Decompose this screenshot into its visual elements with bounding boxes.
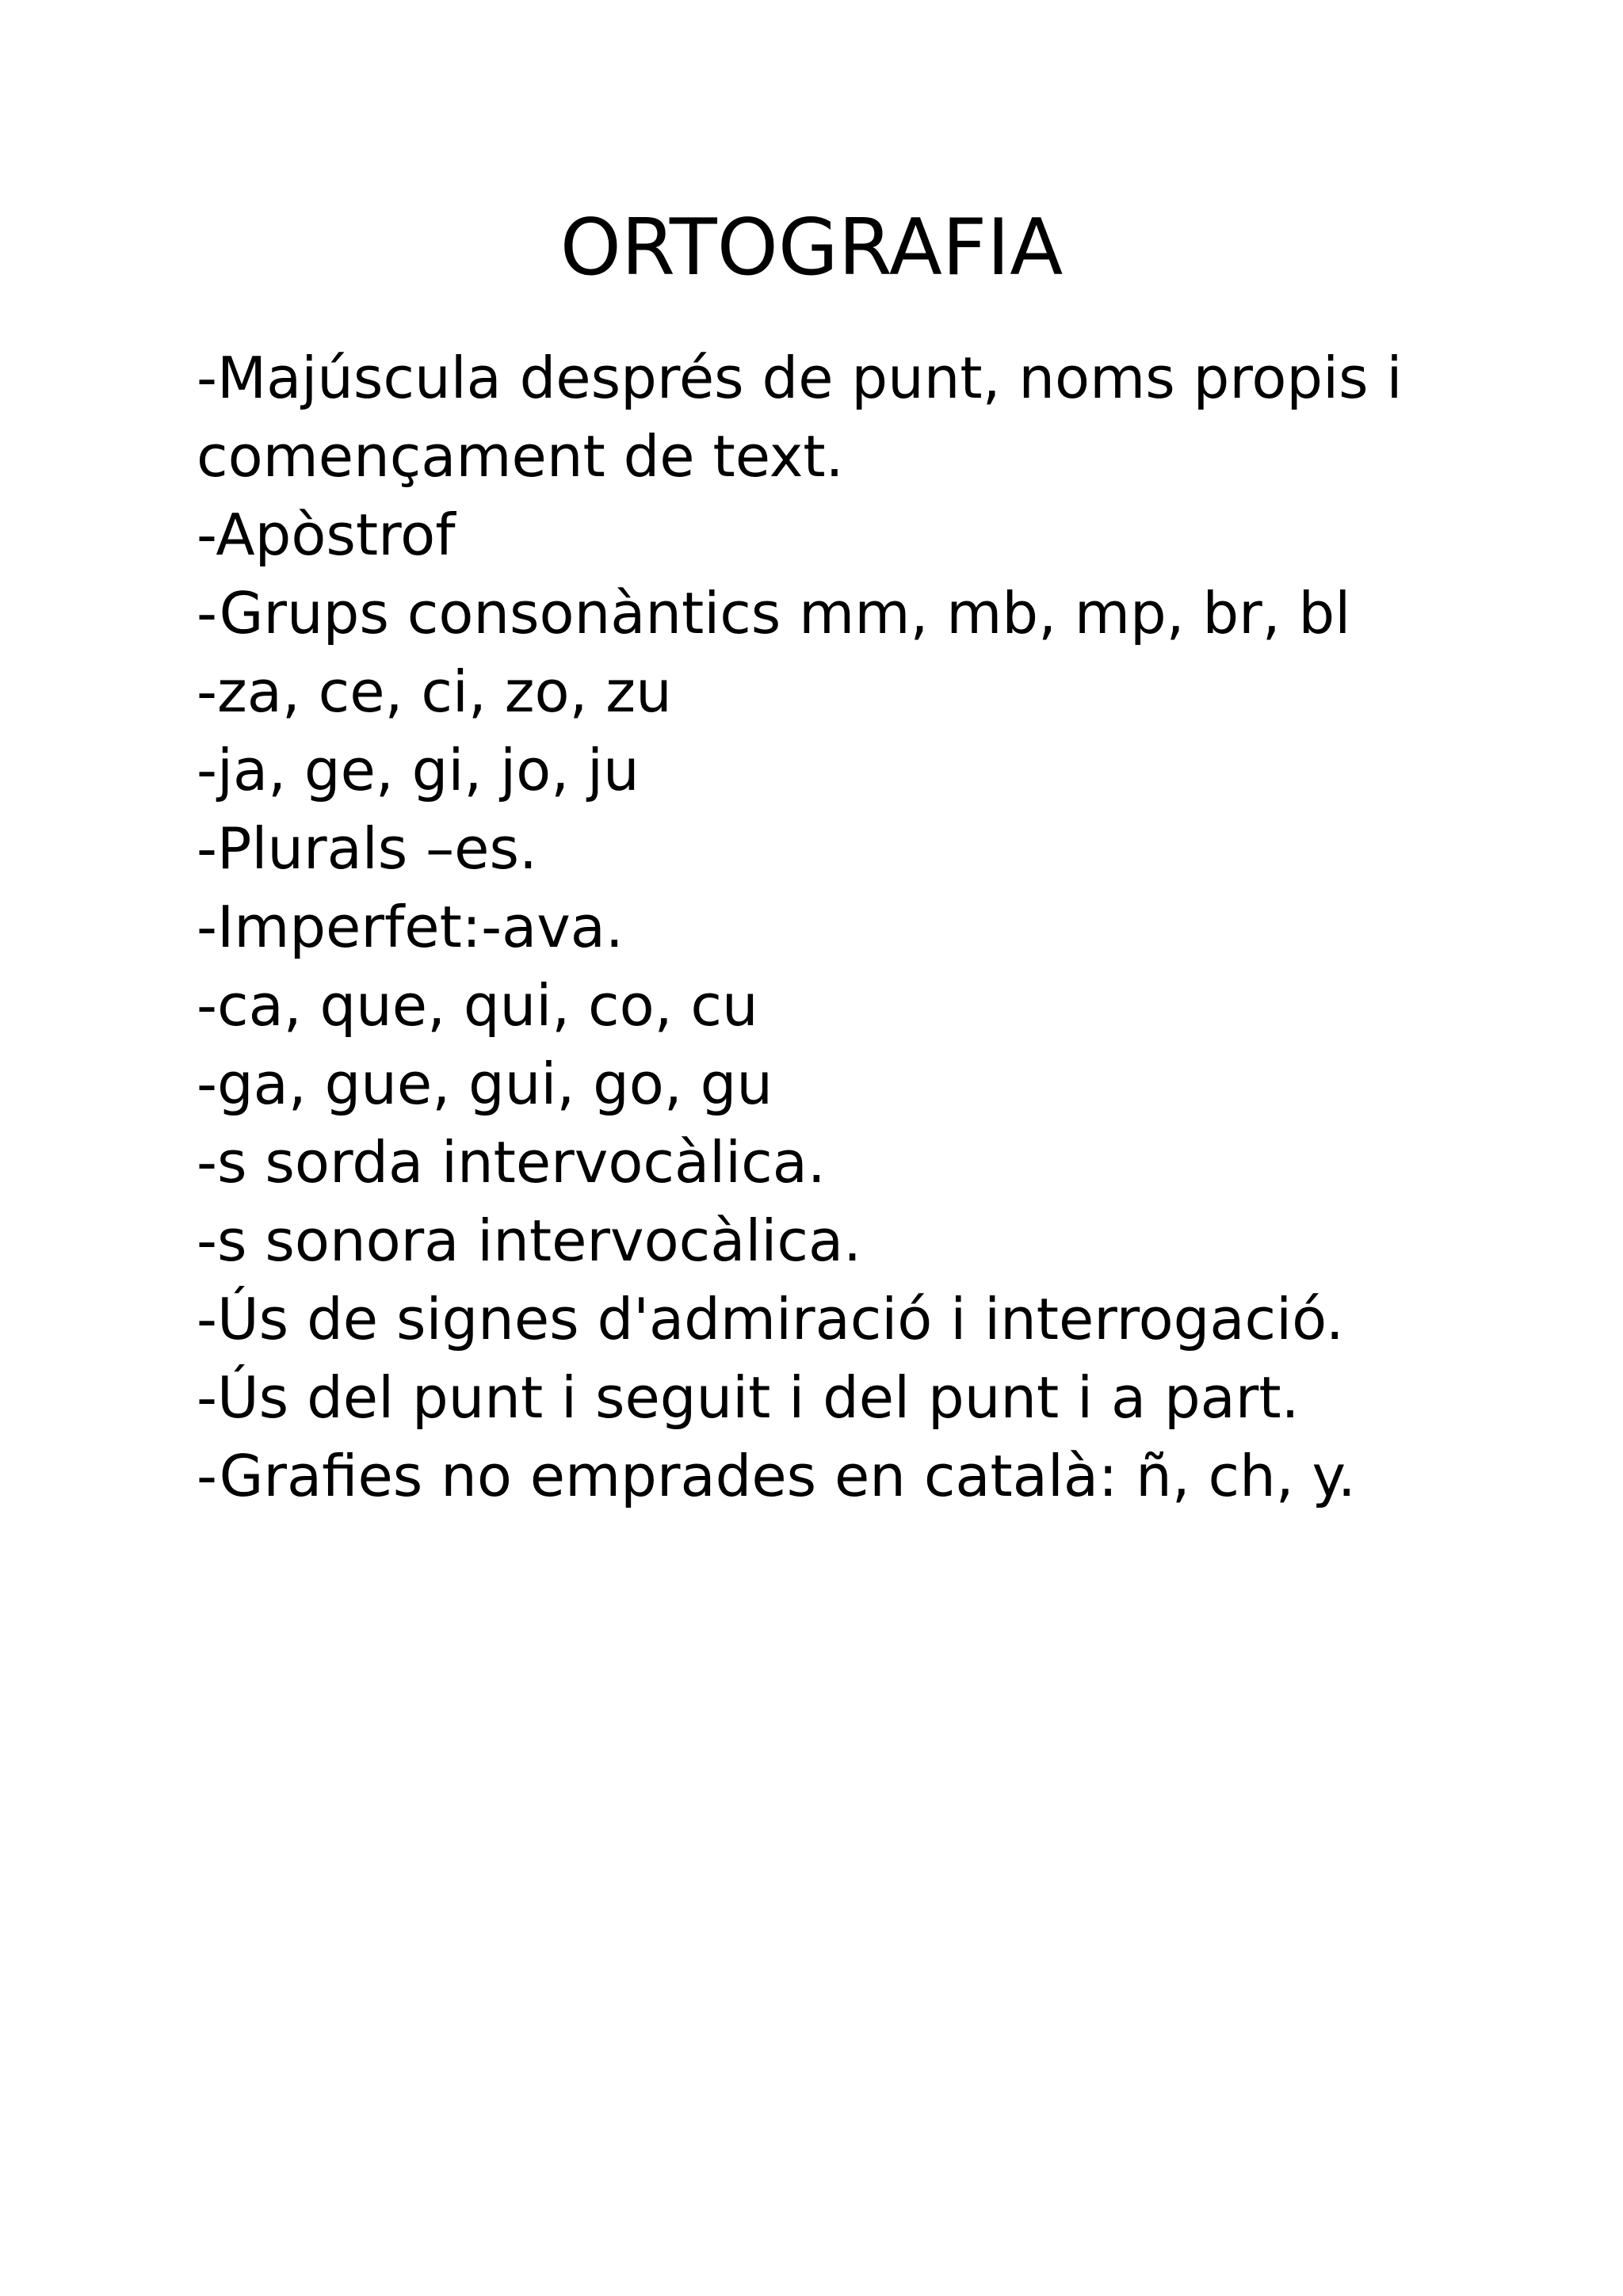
list-item: -Grups consonàntics mm, mb, mp, br, bl	[197, 580, 1351, 646]
spelling-rules-list	[197, 339, 1544, 1516]
list-item: -s sorda intervocàlica.	[197, 1129, 826, 1196]
list-item: -Grafies no emprades en català: ñ, ch, y.	[197, 1443, 1356, 1509]
list-item: -ja, ge, gi, jo, ju	[197, 737, 640, 803]
list-item: començament de text.	[197, 423, 844, 490]
list-item: -Plurals –es.	[197, 815, 537, 882]
list-item: -ga, gue, gui, go, gu	[197, 1051, 773, 1117]
list-item: -Imperfet:-ava.	[197, 894, 624, 960]
list-item: -Apòstrof	[197, 502, 456, 568]
page-title: ORTOGRAFIA	[559, 203, 1064, 293]
list-item: -Majúscula després de punt, noms propis i	[197, 345, 1403, 411]
list-item: -ca, que, qui, co, cu	[197, 972, 758, 1039]
list-item: -s sonora intervocàlica.	[197, 1207, 861, 1274]
list-item: -Ús de signes d'admiració i interrogació.	[197, 1286, 1344, 1352]
list-item: -za, ce, ci, zo, zu	[197, 658, 672, 725]
list-item: -Ús del punt i seguit i del punt i a part.	[197, 1364, 1300, 1431]
